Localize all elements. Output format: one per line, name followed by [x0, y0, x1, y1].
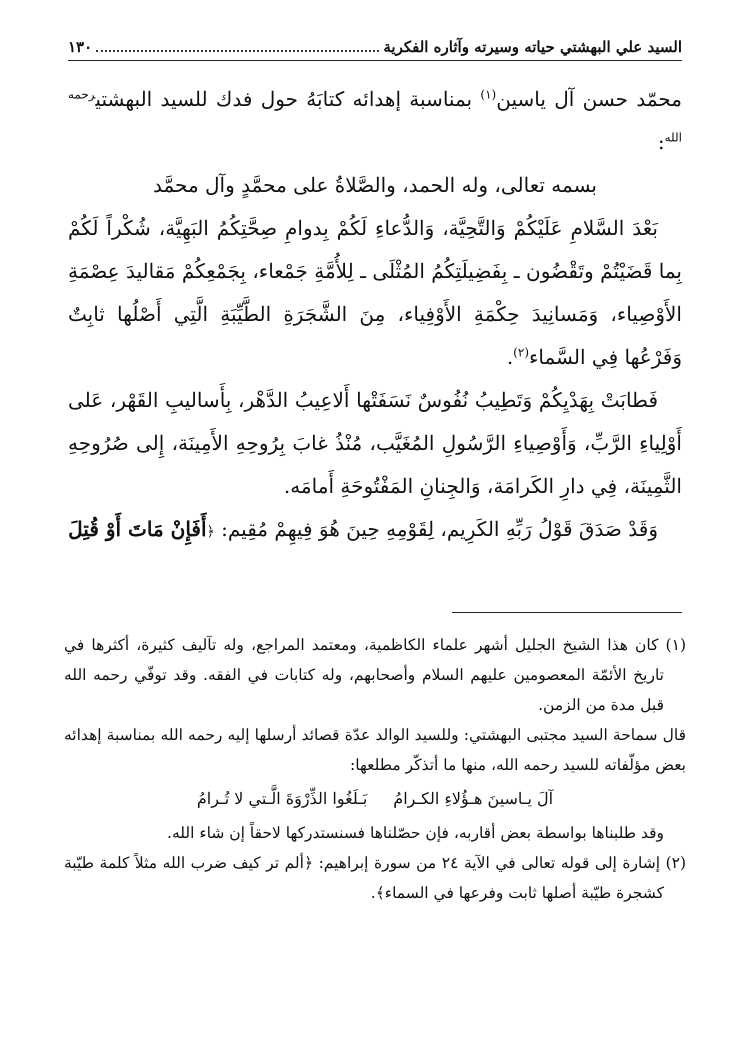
intro-colon: : — [657, 130, 665, 154]
page-number: ١٣٠ — [68, 38, 93, 56]
poem-first-hemistich: آلَ يـاسينَ هـؤُلاءِ الكـرامُ — [393, 789, 554, 808]
header-dot-leader — [96, 50, 379, 52]
paragraph-2: فَطابَتْ بِهَدْيِكُمْ وَتَطِيبُ نُفُوسٌ نَسَفَتْها أَلاعِيبُ الدَّهْر، بِأَساليبِ القَهْر، عَلى أَوْلِياءِ الرَّبِّ، وَأَوْصِياءِ الرَّسُولِ المُغَيَّب، مُنْذُ غابَ بِرُوحِهِ الأَمِينَة، إِلى صُرُوحِهِ الثَّمِينَة، فِي دارِ الكَرامَة، وَالجِنانِ المَفْتُوحَةِ أَمامَه. — [68, 388, 682, 498]
paragraph-3 — [68, 508, 682, 554]
poem-verse — [64, 784, 686, 814]
intro-author: محمّد حسن آل ياسين — [496, 87, 683, 111]
footnotes — [64, 630, 686, 908]
footnote-divider — [452, 612, 682, 613]
footnote-ref-1[interactable]: (١) — [480, 87, 497, 102]
basmala-line: بسمه تعالى، وله الحمد، والصَّلاةُ على محمَّدٍ وآل محمَّد — [152, 173, 598, 197]
paragraph-1 — [68, 207, 682, 379]
intro-line — [68, 78, 682, 164]
footnote-2: (٢) إشارة إلى قوله تعالى في الآية ٢٤ من سورة إبراهيم: ﴿ألم تر كيف ضرب الله مثلاً كلمة طيّبة كشجرة طيّبة أصلها ثابت وفرعها في السماء﴾. — [64, 854, 687, 902]
honorific-seal: رحمه الله — [68, 87, 682, 145]
quran-bracket-ornament: ﴿ — [206, 524, 215, 540]
main-text — [68, 78, 682, 554]
paragraph-3-text: وَقَدْ صَدَقَ قَوْلُ رَبِّهِ الكَرِيم، لِقَوْمِهِ حِينَ هُوَ فِيهِمْ مُقِيم: — [214, 517, 658, 541]
running-header — [68, 34, 682, 61]
footnote-1: (١) كان هذا الشيخ الجليل أشهر علماء الكاظمية، ومعتمد المراجع، وله تآليف كثيرة، أكثرها في تاريخ الأئمّة المعصومين عليهم السلام وأصحابهم، وله كتابات في الفقه. وقد توفّي رحمه الله قبل مدة من الزمن. — [64, 636, 686, 714]
paragraph-1-end: . — [506, 345, 514, 369]
footnote-ref-2[interactable]: (٢) — [513, 345, 529, 360]
paragraph-1-text: بَعْدَ السَّلامِ عَلَيْكُمْ وَالتَّحِيَّة، وَالدُّعاءِ لَكُمْ بِدوامِ صِحَّتِكُمُ البَهِيَّة، شُكْراً لَكُمْ بِما قَضَيْتُمْ وتَقْضُون ـ بِفَضِيلَتِكُمُ المُثْلَى ـ لِلأُمَّةِ جَمْعاء، بِجَمْعِكُمْ مَقاليدَ عِصْمَةِ الأَوْصِياء، وَمَسانِيدَ حِكْمَةِ الأَوْفِياء، مِنَ الشَّجَرَةِ الطَّيِّبَةِ الَّتِي أَصْلُها ثابِتٌ وَفَرْعُها فِي السَّماء — [68, 216, 682, 369]
header-title: السيد علي البهشتي حياته وسيرته وآثاره الفكرية — [383, 38, 682, 56]
quran-quote: أَفَإِنْ مَاتَ أَوْ قُتِلَ — [68, 517, 207, 541]
footnote-1-continuation: قال سماحة السيد مجتبى البهشتي: وللسيد الوالد عدّة قصائد أرسلها إليه رحمه الله بمناسبة إهدائه بعض مؤلّفاته للسيد رحمه الله، منها ما أتذكّر مطلعها: — [64, 726, 686, 774]
footnote-1-end: وقد طلبناها بواسطة بعض أقاربه، فإن حصّلناها فسنستدركها لاحقاً إن شاء الله. — [167, 824, 664, 842]
poem-second-hemistich: بَـلَغُوا الذِّرْوَةَ الَّـتي لا تُـرامُ — [196, 789, 368, 808]
intro-text: بمناسبة إهدائه كتابَهُ حول فدك للسيد البهشتي — [95, 87, 481, 111]
